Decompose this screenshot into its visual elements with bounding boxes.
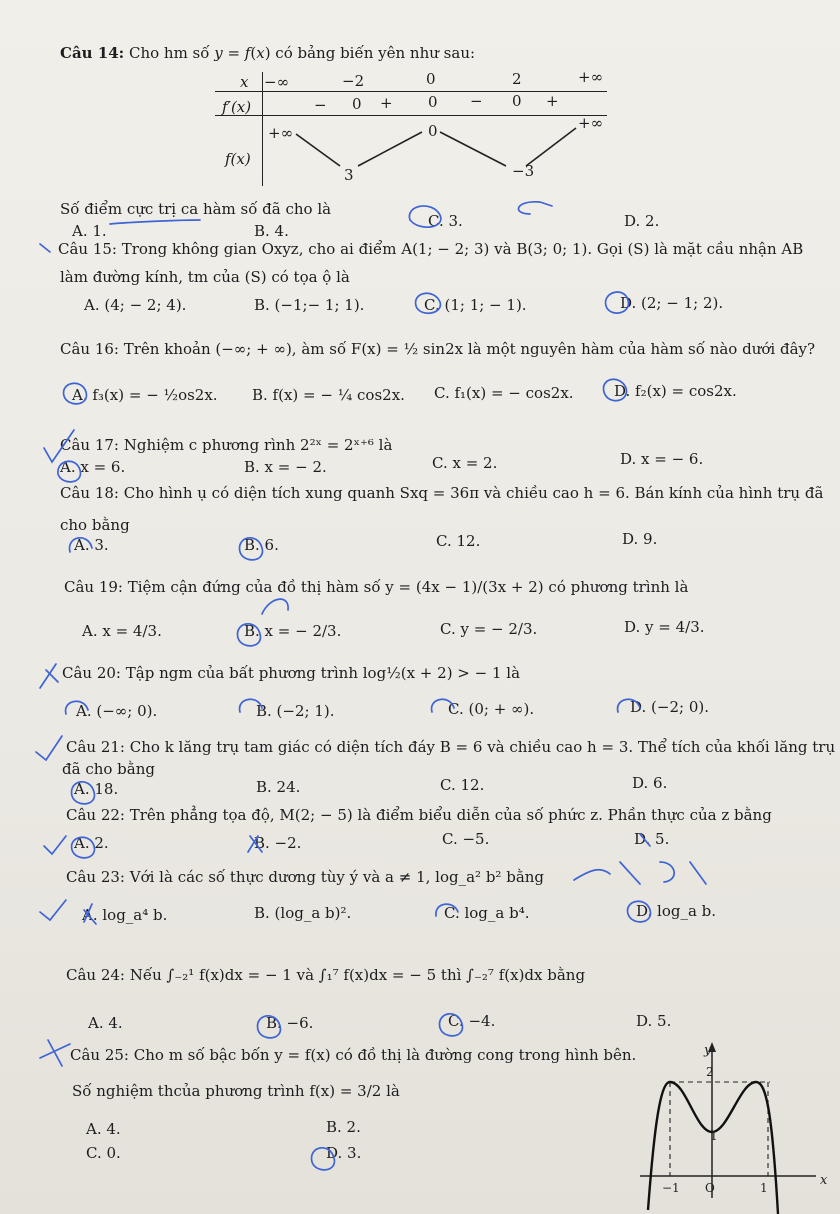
q23-option-b[interactable]: B. (log_a b)².	[254, 904, 352, 922]
q16-option-b[interactable]: B. f(x) = − ¼ cos2x.	[252, 386, 405, 404]
q15-line1: Câu 15: Trong không gian Oxyz, cho ai điểm A(1; − 2; 3) và B(3; 0; 1). Gọi (S) là mặt cầu nhận AB	[58, 240, 804, 258]
q17-option-a[interactable]: A. x = 6.	[60, 458, 126, 476]
q14-prompt: Câu 14: Cho hm số y = f(x) có bảng biến yên như sau:	[60, 44, 476, 62]
q15-option-d[interactable]: D. (2; − 1; 2).	[620, 294, 724, 312]
circle-q23-d	[628, 901, 651, 922]
q20-option-b[interactable]: B. (−2; 1).	[256, 702, 335, 720]
circle-q15-d	[606, 292, 629, 313]
q15-option-b[interactable]: B. (−1;− 1; 1).	[254, 296, 365, 314]
circle-q15-c	[416, 293, 441, 313]
q22-option-d[interactable]: D. 5.	[634, 830, 670, 848]
q18-option-d[interactable]: D. 9.	[622, 530, 658, 548]
exam-page: Câu 14: Cho hm số y = f(x) có bảng biến yên như sau: x −∞ −2 0 2 +∞ f′(x) − 0 + 0 − 0 + +∞ f(x) 3 0 −3 +∞ Số điểm cực trị ca hàm số đã cho là A. 1. B. 4. C. 3. D. 2. Câu 15: Trong không gian Oxyz, cho ai điểm A(1; − 2; 3) và B(3; 0; 1). Gọi (S) là mặt cầu nhận AB làm đường kính, tm của (S) có tọa ộ là A. (4; − 2; 4). B. (−1;− 1; 1). C. (1; 1; − 1). D. (2; − 1; 2). Câu 16: Trên khoản (−∞; + ∞), àm số F(x) = ½ sin2x là một nguyên hàm của hàm số nào dưới đây? A. f₃(x) = − ½os2x. B. f(x) = − ¼ cos2x. C. f₁(x) = − cos2x. D. f₂(x) = cos2x. Câu 17: Nghiệm c phương rình 2²ˣ = 2ˣ⁺⁶ là A. x = 6. B. x = − 2. C. x = 2. D. x = − 6. Câu 18: Cho hình ụ có diện tích xung quanh Sxq = 36π và chiều cao h = 6. Bán kính của hình trụ đã cho bằng A. 3. B. 6. C. 12. D. 9. Câu 19: Tiệm cận đứng của đồ thị hàm số y = (4x − 1)/(3x + 2) có phương trình là A. x = 4/3. B. x = − 2/3. C. y = − 2/3. D. y = 4/3. Câu 20: Tập ngm của bất phương trình log½(x + 2) > − 1 là A. (−∞; 0). B. (−2; 1). C. (0; + ∞). D. (−2; 0). Câu 21: Cho k lăng trụ tam giác có diện tích đáy B = 6 và chiều cao h = 3. Thể tích của khối lăng trụ đã cho bằng A. 18. B. 24. C. 12. D. 6. Câu 22: Trên phẳng tọa độ, M(2; − 5) là điểm biểu diễn của số phức z. Phần thực của z bằng A. 2. B. −2. C. −5. D. 5. Câu 23: Với là các số thực dương tùy ý và a ≠ 1, log_a² b² bằng A. log_a⁴ b. B. (log_a b)². C. log_a b⁴. D. log_a b. Câu 24: Nếu ∫₋₂¹ f(x)dx = − 1 và ∫₁⁷ f(x)dx = − 5 thì ∫₋₂⁷ f(x)dx bằng A. 4. B. −6. C. −4. D. 5. Câu 25: Cho m số bậc bốn y = f(x) có đồ thị là đường cong trong hình bên. Số nghiệm thcủa phương trình f(x) = 3/2 là A. 4. B. 2. C. 0. D. 3. y x 2 1 −1 1 O	[0, 0, 840, 1214]
q16-line1: Câu 16: Trên khoản (−∞; + ∞), àm số F(x) = ½ sin2x là một nguyên hàm của hàm số nào dưới đây?	[60, 340, 816, 358]
q21-option-b[interactable]: B. 24.	[256, 778, 301, 796]
q16-option-d[interactable]: D. f₂(x) = cos2x.	[614, 382, 737, 400]
q18-line1: Câu 18: Cho hình ụ có diện tích xung quanh Sxq = 36π và chiều cao h = 6. Bán kính của hình trụ đã	[60, 484, 824, 502]
q21-option-d[interactable]: D. 6.	[632, 774, 668, 792]
q24-option-a[interactable]: A. 4.	[88, 1014, 123, 1032]
cross-q20	[40, 664, 58, 688]
q19-option-d[interactable]: D. y = 4/3.	[624, 618, 705, 636]
q15-line2: làm đường kính, tm của (S) có tọa ộ là	[60, 268, 350, 286]
q25-option-a[interactable]: A. 4.	[86, 1120, 121, 1138]
q14-question: Số điểm cực trị ca hàm số đã cho là	[60, 200, 332, 218]
q18-option-a[interactable]: A. 3.	[74, 536, 109, 554]
circle-q22-a	[72, 837, 95, 858]
circle-q16-a	[64, 383, 87, 404]
q25-option-d[interactable]: D. 3.	[326, 1144, 362, 1162]
tick-q17	[44, 430, 74, 462]
q21-line1: Câu 21: Cho k lăng trụ tam giác có diện tích đáy B = 6 và chiều cao h = 3. Thể tích của khối lăng trụ	[66, 738, 836, 756]
q20-line1: Câu 20: Tập ngm của bất phương trình log½(x + 2) > − 1 là	[62, 664, 521, 682]
q20-option-a[interactable]: A. (−∞; 0).	[76, 702, 158, 720]
q24-option-b[interactable]: B. −6.	[266, 1014, 314, 1032]
q20-option-d[interactable]: D. (−2; 0).	[630, 698, 709, 716]
q17-line1: Câu 17: Nghiệm c phương rình 2²ˣ = 2ˣ⁺⁶ là	[60, 436, 393, 454]
q24-option-c[interactable]: C. −4.	[448, 1012, 496, 1030]
y-axis-label: y	[704, 1043, 712, 1058]
q24-option-d[interactable]: D. 5.	[636, 1012, 672, 1030]
circle-q24-c	[440, 1014, 463, 1036]
q18-option-b[interactable]: B. 6.	[244, 536, 279, 554]
tick-x-1: 1	[760, 1181, 768, 1195]
q22-line1: Câu 22: Trên phẳng tọa độ, M(2; − 5) là điểm biểu diễn của số phức z. Phần thực của z bằng	[66, 806, 772, 824]
q21-option-a[interactable]: A. 18.	[74, 780, 119, 798]
circle-q25-d	[312, 1148, 335, 1170]
q22-option-c[interactable]: C. −5.	[442, 830, 490, 848]
circle-q16-d	[603, 379, 626, 400]
circle-q24-b	[258, 1016, 281, 1038]
q14-option-d[interactable]: D. 2.	[624, 212, 660, 230]
circle-q21-a	[72, 782, 95, 804]
q23-option-a[interactable]: A. log_a⁴ b.	[82, 906, 168, 924]
q22-option-a[interactable]: A. 2.	[74, 834, 109, 852]
q14-option-b[interactable]: B. 4.	[254, 222, 289, 240]
q15-option-c[interactable]: C. (1; 1; − 1).	[424, 296, 527, 314]
q22-option-b[interactable]: B. −2.	[254, 834, 302, 852]
q19-option-b[interactable]: B. x = − 2/3.	[244, 622, 342, 640]
tick-y-2: 2	[706, 1065, 714, 1079]
q17-option-d[interactable]: D. x = − 6.	[620, 450, 704, 468]
q21-option-c[interactable]: C. 12.	[440, 776, 485, 794]
circle-q19-b	[238, 624, 261, 646]
q17-option-b[interactable]: B. x = − 2.	[244, 458, 327, 476]
q24-line1: Câu 24: Nếu ∫₋₂¹ f(x)dx = − 1 và ∫₁⁷ f(x)dx = − 5 thì ∫₋₂⁷ f(x)dx bằng	[66, 966, 586, 984]
q14-option-a[interactable]: A. 1.	[72, 222, 107, 240]
tick-y-1: 1	[710, 1129, 718, 1143]
q19-line1: Câu 19: Tiệm cận đứng của đồ thị hàm số y = (4x − 1)/(3x + 2) có phương trình là	[64, 578, 689, 596]
q21-line2: đã cho bằng	[62, 760, 155, 778]
q19-option-c[interactable]: C. y = − 2/3.	[440, 620, 538, 638]
cross-q25	[40, 1040, 70, 1066]
tick-x-neg1: −1	[662, 1181, 680, 1195]
x-axis-label: x	[820, 1173, 828, 1188]
q16-option-a[interactable]: A. f₃(x) = − ½os2x.	[72, 386, 218, 404]
q23-option-d[interactable]: D. log_a b.	[636, 902, 717, 920]
q25-line1: Câu 25: Cho m số bậc bốn y = f(x) có đồ thị là đường cong trong hình bên.	[70, 1046, 637, 1064]
origin-label: O	[705, 1181, 715, 1195]
q23-option-c[interactable]: C. log_a b⁴.	[444, 904, 530, 922]
q25-line2: Số nghiệm thcủa phương trình f(x) = 3/2 là	[72, 1082, 400, 1100]
q17-option-c[interactable]: C. x = 2.	[432, 454, 498, 472]
q20-option-c[interactable]: C. (0; + ∞).	[448, 700, 535, 718]
q19-option-a[interactable]: A. x = 4/3.	[82, 622, 162, 640]
circle-q18-b	[240, 538, 263, 560]
q25-option-b[interactable]: B. 2.	[326, 1118, 361, 1136]
q16-option-c[interactable]: C. f₁(x) = − cos2x.	[434, 384, 574, 402]
q18-line2: cho bằng	[60, 516, 130, 534]
circle-q14-c	[409, 206, 441, 227]
q23-line1: Câu 23: Với là các số thực dương tùy ý và a ≠ 1, log_a² b² bằng	[66, 868, 545, 886]
circle-q17-a	[58, 461, 81, 482]
q18-option-c[interactable]: C. 12.	[436, 532, 481, 550]
q14-option-c[interactable]: C. 3.	[428, 212, 463, 230]
q25-option-c[interactable]: C. 0.	[86, 1144, 121, 1162]
q15-option-a[interactable]: A. (4; − 2; 4).	[84, 296, 187, 314]
